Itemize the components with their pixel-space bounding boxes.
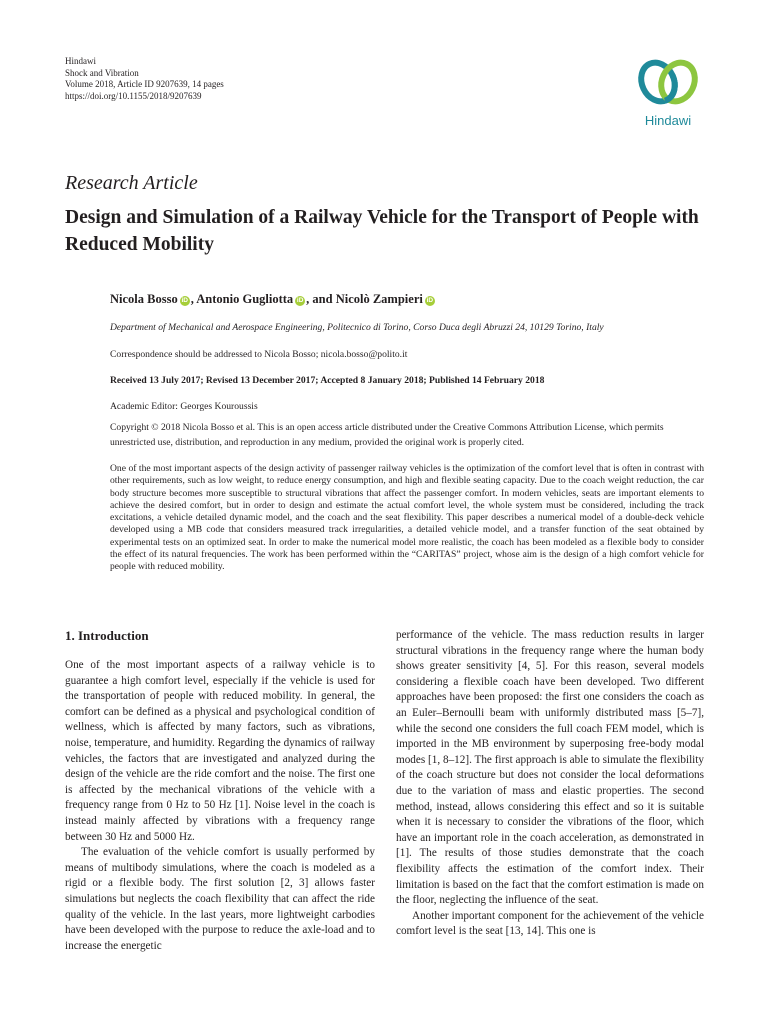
article-type: Research Article: [65, 172, 198, 194]
volume-info: Volume 2018, Article ID 9207639, 14 pages: [65, 79, 224, 89]
hindawi-logo: [628, 56, 708, 136]
orcid-icon[interactable]: iD: [181, 297, 188, 304]
copyright-notice: Copyright © 2018 Nicola Bosso et al. This is an open access article distributed under the Creative Commons Attribution License, which permits unrestricted use, distribution, and reproduction in any medium, provided the original work is properly cited.: [110, 422, 664, 448]
abstract: One of the most important aspects of the design activity of passenger railway vehicles is the optimization of the comfort level that is often in contrast with other requirements, such as low weight, to reduce energy consumption, and high and flexible seating capacity. Due to the coach weight reduction, the car body structure becomes more susceptible to structural vibrations that affect the passenger comfort. In modern vehicles, seats are important elements to achieve the desired comfort, but in order to design and estimate the actual comfort level, the whole system must be considered, including the track excitations, a vehicle detailed dynamic model, and the coach and the seat flexibility. This paper describes a numerical model of a double-deck vehicle developed using a MB code that considers measured track irregularities, a detailed vehicle model, and a transfer function of the seat obtained by experimental tests on an optimized seat. In order to make the numerical model more realistic, the coach has been modeled as a flexible body to consider the effect of its natural frequencies. The work has been performed within the “CARITAS” project, whose aim is the design of a high comfort vehicle for people with reduced mobility.: [110, 463, 704, 573]
journal-name: Shock and Vibration: [65, 67, 139, 78]
academic-editor: Academic Editor: Georges Kouroussis: [110, 401, 258, 412]
journal-meta: [65, 56, 224, 102]
author-list: [110, 292, 436, 307]
paragraph: The evaluation of the vehicle comfort is usually performed by means of multibody simulations, where the coach is modeled as a rigid or a flexible body. The first solution [2, 3] allows faster simulations but neglects the coach flexibility that can affect the ride quality of the vehicle. In the last years, more lightweight carbodies have been developed with the purpose to reduce the axle-load and to increase the energetic: [65, 846, 375, 952]
author-separator: , and: [306, 292, 336, 306]
hindawi-logo-icon: [636, 56, 700, 108]
body-column-right: [396, 628, 704, 940]
article-title: Design and Simulation of a Railway Vehicle for the Transport of People with Reduced Mobility: [65, 207, 699, 255]
orcid-icon[interactable]: iD: [426, 297, 434, 304]
publication-dates: Received 13 July 2017; Revised 13 December 2017; Accepted 8 January 2018; Published 14 February 2018: [110, 375, 545, 386]
section-heading: 1. Introduction: [65, 628, 149, 643]
author-name[interactable]: Antonio Gugliotta: [196, 292, 294, 306]
author-name[interactable]: Nicolò Zampieri: [335, 292, 423, 306]
paragraph: performance of the vehicle. The mass reduction results in larger structural vibrations in the frequency range where the human body shows greater sensitivity [4, 5]. For this reason, several models considering a flexible coach have been developed. Two different approaches have been proposed: the first one considers the coach as an Euler–Bernoulli beam with uniformly distributed mass [5–7], while the second one considers the full coach FEM model, which is imported in the MB environment by superposing free-body modal modes [1, 8–12]. The first approach is able to simulate the flexibility of the coach structure but does not consider the local deformations due to the variation of mass and elastic properties. The second method, instead, allows considering this effect and so it is suitable when it is necessary to consider the vibrations of the floor, which have an important role in the coach acceleration, as demonstrated in [1]. The results of those studies demonstrate that the coach flexibility affects the estimation of the comfort index. Their limitation is based on the fact that the comfort estimation is made on the floor, neglecting the influence of the seat.: [396, 629, 704, 907]
body-column-left: [65, 658, 375, 954]
author-name[interactable]: Nicola Bosso: [110, 292, 178, 306]
correspondence: Correspondence should be addressed to Nicola Bosso; nicola.bosso@polito.it: [110, 349, 408, 360]
affiliation: Department of Mechanical and Aerospace Engineering, Politecnico di Torino, Corso Duca degli Abruzzi 24, 10129 Torino, Italy: [110, 322, 604, 333]
paragraph: Another important component for the achievement of the vehicle comfort level is the seat [13, 14]. This one is: [396, 909, 704, 938]
doi-link[interactable]: https://doi.org/10.1155/2018/9207639: [65, 90, 202, 101]
orcid-icon[interactable]: iD: [296, 297, 304, 304]
logo-wordmark: Hindawi: [644, 113, 692, 128]
publisher-name: Hindawi: [65, 56, 96, 66]
author-separator: ,: [190, 292, 197, 306]
paragraph: One of the most important aspects of a railway vehicle is to guarantee a high comfort level, especially if the vehicle is used for the transportation of people with reduced mobility. In general, the comfort can be defined as a physical and psychological condition of wellness, which is affected by many factors, such as vibrations, noise, temperature, and humidity. Regarding the dynamics of railway vehicles, the factors that are investigated and analyzed during the design of the vehicle are the ride comfort and the noise. The first one is affected by the mechanical vibrations of the vehicle with a frequency range from 0 Hz to 50 Hz [1]. Noise level in the coach is instead mainly affected by vibrations with a frequency range between 30 Hz and 5000 Hz.: [65, 659, 375, 843]
